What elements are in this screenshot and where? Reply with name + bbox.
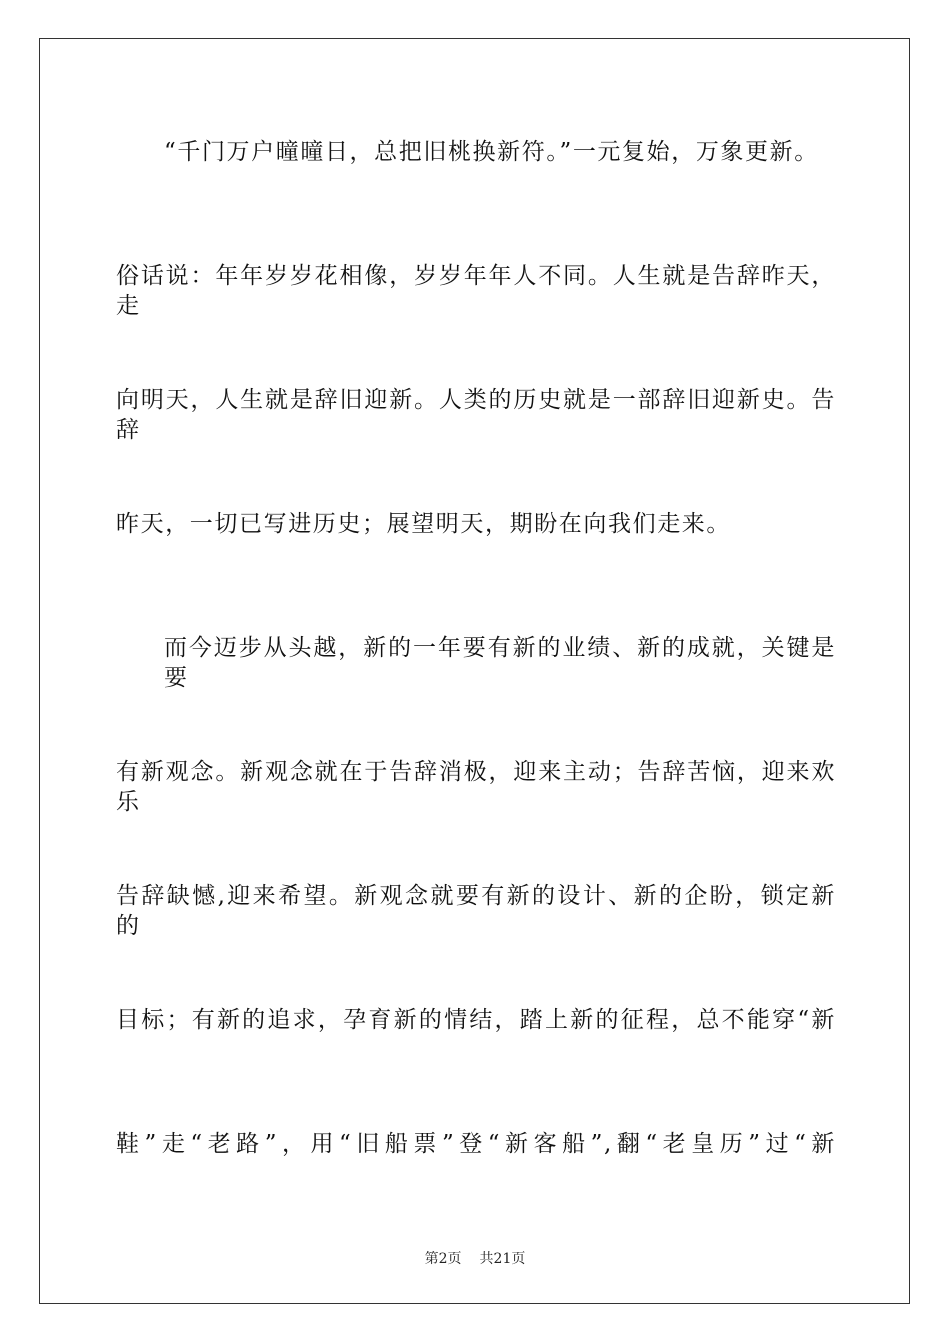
paragraph-2-line-4: 目标；有新的追求，孕育新的情结，踏上新的征程，总不能穿“新 [116, 1007, 836, 1033]
paragraph-1-line-4: 昨天，一切已写进历史；展望明天，期盼在向我们走来。 [116, 511, 731, 537]
paragraph-1-line-3: 向明天，人生就是辞旧迎新。人类的历史就是一部辞旧迎新史。告辞 [116, 387, 836, 443]
paragraph-1-line-2: 俗话说：年年岁岁花相像，岁岁年年人不同。人生就是告辞昨天，走 [116, 263, 836, 319]
page-number: 第2页 [424, 1251, 462, 1267]
paragraph-2-line-5: 鞋”走“老路”，用“旧船票”登“新客船”,翻“老皇历”过“新 [116, 1131, 836, 1157]
paragraph-2-line-2: 有新观念。新观念就在于告辞消极，迎来主动；告辞苦恼，迎来欢乐 [116, 759, 836, 815]
page-footer [0, 1248, 950, 1268]
paragraph-2-line-1: 而今迈步从头越，新的一年要有新的业绩、新的成就，关键是要 [164, 635, 836, 691]
page-total: 共21页 [479, 1251, 526, 1267]
paragraph-2-line-3: 告辞缺憾,迎来希望。新观念就要有新的设计、新的企盼，锁定新的 [116, 883, 836, 939]
paragraph-1-line-1: “千门万户曈曈日，总把旧桃换新符。”一元复始，万象更新。 [164, 139, 819, 165]
